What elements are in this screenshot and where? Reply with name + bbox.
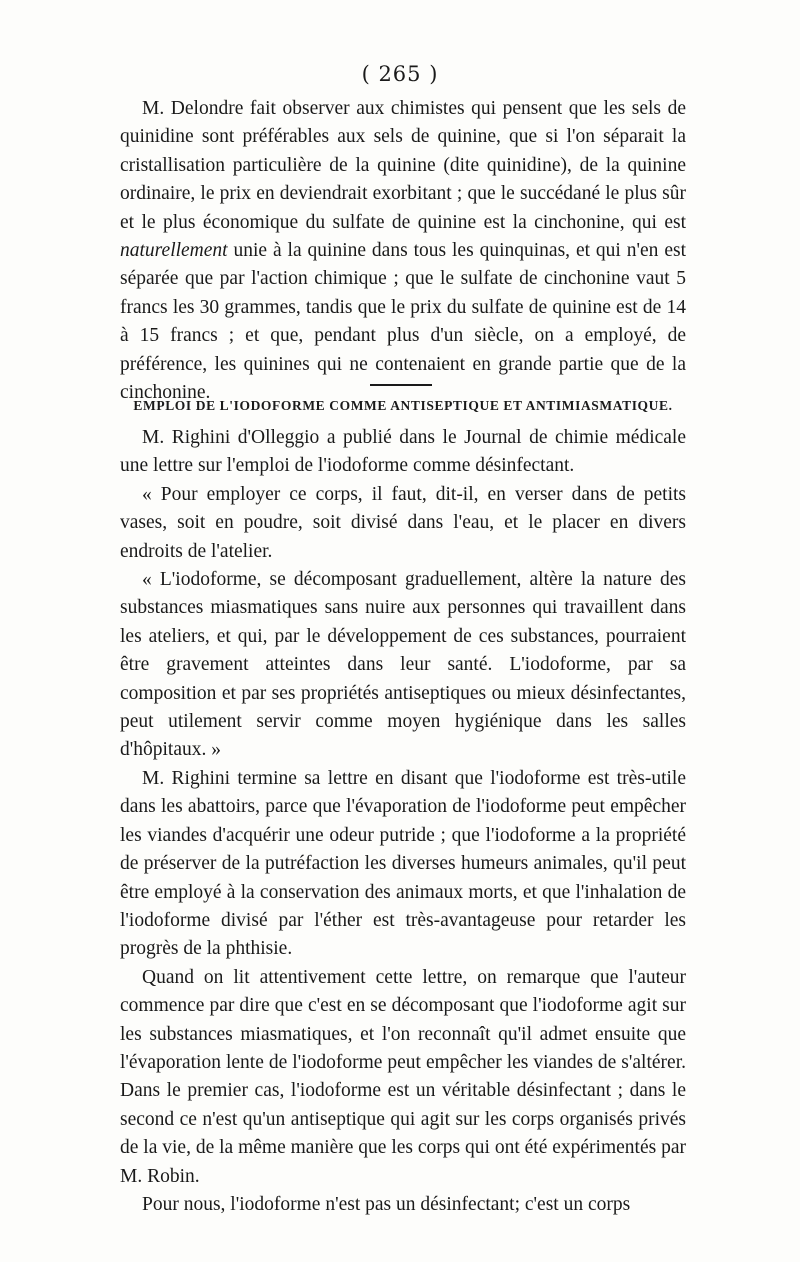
paragraph-1-text-a: M. Delondre fait observer aux chimistes qui pensent que les sels de quinidine sont préférables aux sels de quinine, que si l'on séparait la cristallisation particulière de la quinine (dite quinidine), de la quinine ordinaire, le prix en deviendrait exorbitant ; que le succédané le plus sûr et le plus économique du sulfate de quinine est la cinchonine, qui est <box>120 98 686 233</box>
paragraph-2: M. Righini d'Olleggio a publié dans le Journal de chimie médicale une lettre sur l'emploi de l'iodoforme comme désinfectant. <box>120 427 686 477</box>
paragraph-7: Pour nous, l'iodoforme n'est pas un désinfectant; c'est un corps <box>142 1193 631 1215</box>
paragraph-3: « Pour employer ce corps, il faut, dit-il, en verser dans de petits vases, soit en poudre, soit divisé dans l'eau, et le placer en divers endroits de l'atelier. <box>120 483 686 562</box>
paragraph-5: M. Righini termine sa lettre en disant que l'iodoforme est très-utile dans les abattoirs, parce que l'évaporation de l'iodoforme peut empêcher les viandes d'acquérir une odeur putride ; que l'iodoforme a la propriété de préserver de la putréfaction les diverses humeurs animales, qu'il peut être employé à la conservation des animaux morts, et que l'inhalation de l'iodoforme divisé par l'éther est très-avantageuse pour retarder les progrès de la phthisie. <box>120 767 686 960</box>
section-divider <box>370 384 432 386</box>
paragraph-1-text-b: unie à la quinine dans tous les quinquinas, et qui n'en est séparée que par l'action chimique ; que le sulfate de cinchonine vaut 5 francs les 30 grammes, tandis que le prix du sulfate de quinine est de 14 à 15 francs ; et que, pendant plus d'un siècle, on a employé, de préférence, les quinines qui ne contenaient en grande partie que de la cinchonine. <box>120 240 686 404</box>
paragraph-1-italic: naturellement <box>120 240 228 262</box>
paragraph-1 <box>120 95 686 407</box>
paragraph-6: Quand on lit attentivement cette lettre, on remarque que l'auteur commence par dire que c'est en se décomposant que l'iodoforme agit sur les substances miasmatiques, et l'on reconnaît qu'il admet ensuite que l'évaporation lente de l'iodoforme peut empêcher les viandes de s'altérer. Dans le premier cas, l'iodoforme est un véritable désinfectant ; dans le second ce n'est qu'un antiseptique qui agit sur les corps organisés privés de la vie, de la même manière que les corps qui ont été expérimentés par M. Robin. <box>120 966 686 1187</box>
page-number: ( 265 ) <box>361 62 439 86</box>
section-body <box>120 424 686 1219</box>
paragraph-4: « L'iodoforme, se décomposant graduellement, altère la nature des substances miasmatiques sans nuire aux personnes qui travaillent dans les ateliers, et qui, par le développement de ces substances, pourraient être gravement atteintes dans leur santé. L'iodoforme, par sa composition et par ses propriétés antiseptiques ou mieux désinfectantes, peut utilement servir comme moyen hygiénique dans les salles d'hôpitaux. » <box>120 569 686 761</box>
paragraph-quinine <box>120 95 686 407</box>
section-heading: EMPLOI DE L'IODOFORME COMME ANTISEPTIQUE ET ANTIMIASMATIQUE. <box>133 398 673 413</box>
